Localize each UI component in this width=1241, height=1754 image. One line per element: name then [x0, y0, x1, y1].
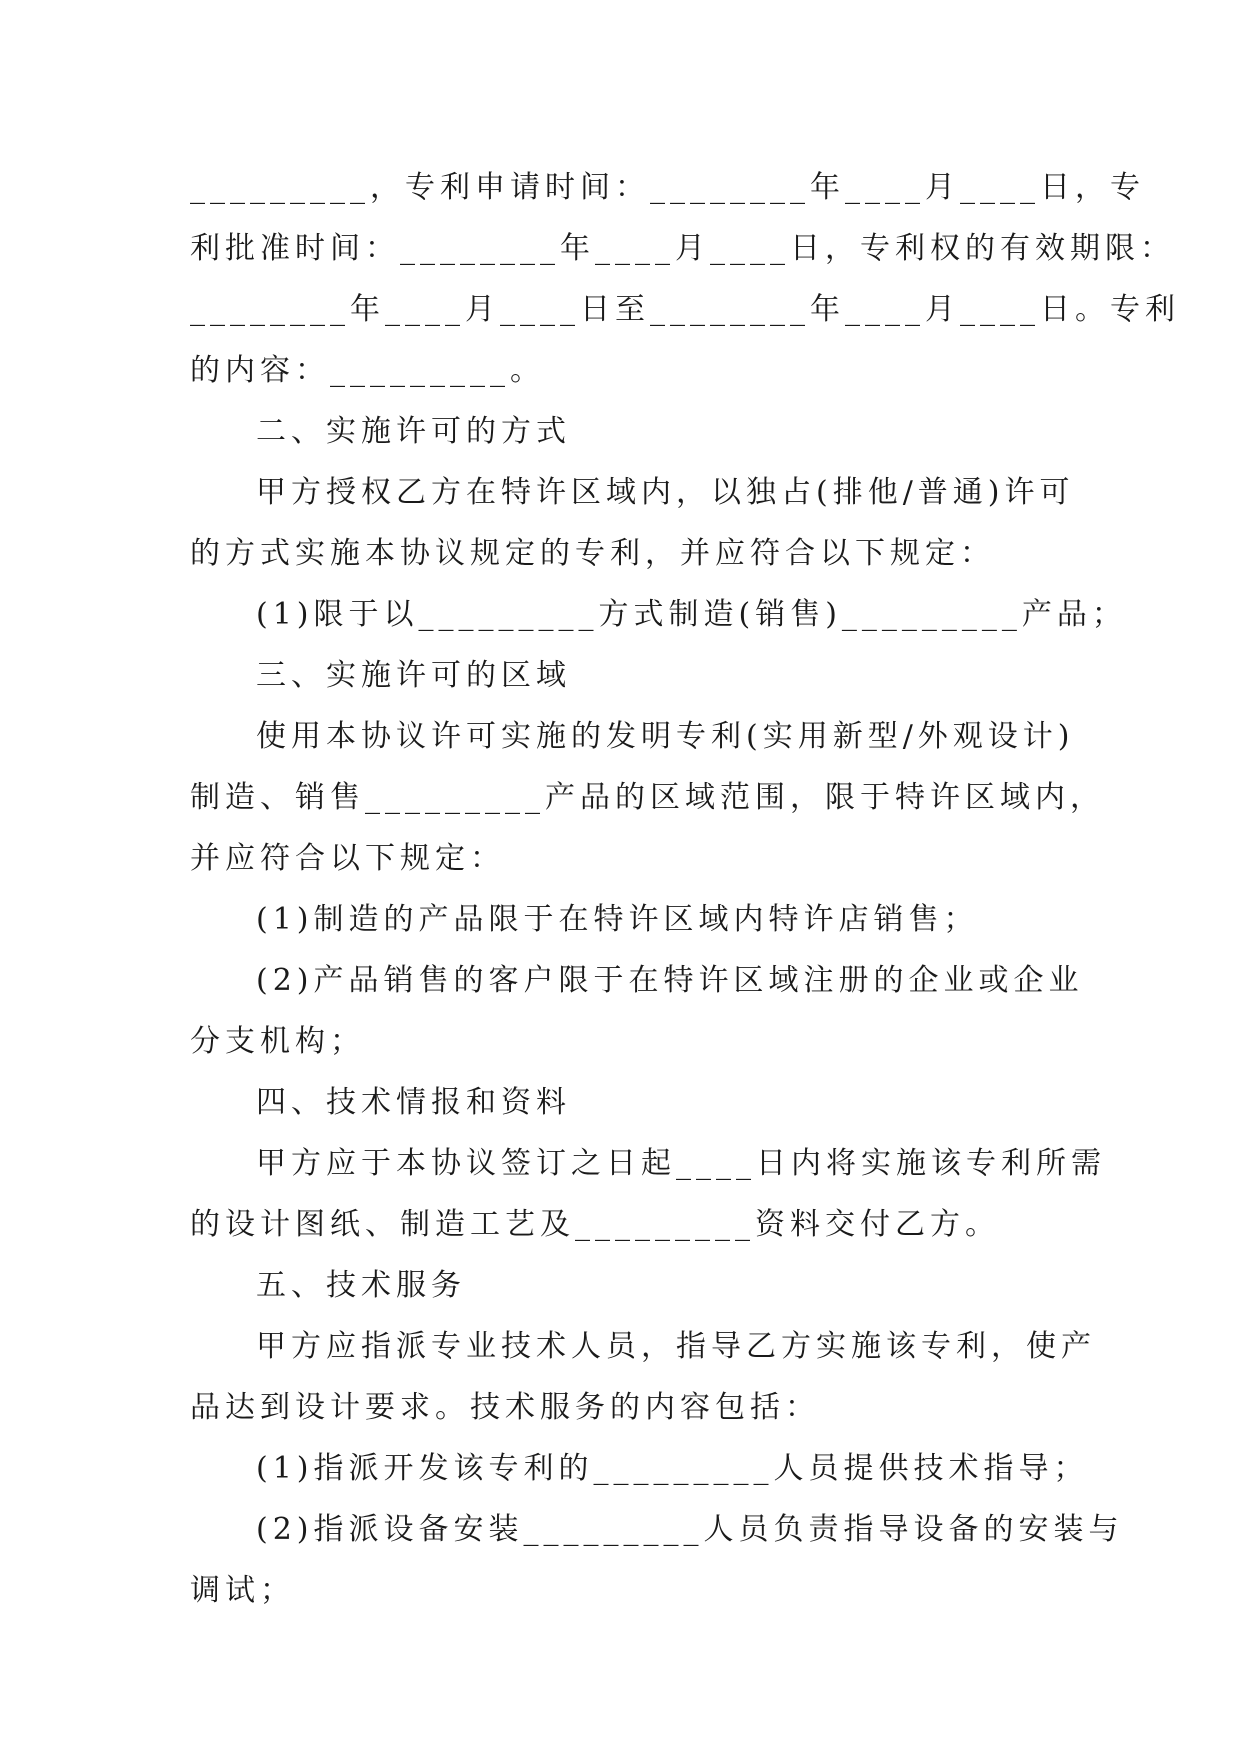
paragraph-line: 甲方授权乙方在特许区域内，以独占(排他/普通)许可 [256, 475, 1075, 510]
section-heading: 五、技术服务 [256, 1268, 466, 1303]
paragraph-line: 甲方应指派专业技术人员，指导乙方实施该专利，使产 [256, 1329, 1096, 1364]
paragraph-line: 调试； [190, 1573, 295, 1608]
paragraph-line: 分支机构； [190, 1024, 365, 1059]
section-heading: 四、技术情报和资料 [256, 1085, 571, 1120]
paragraph-line: 并应符合以下规定： [190, 841, 505, 876]
list-item: (1)制造的产品限于在特许区域内特许店销售； [256, 902, 979, 937]
list-item: (1)限于以_________方式制造(销售)_________产品； [256, 597, 1127, 632]
paragraph-line: 的方式实施本协议规定的专利，并应符合以下规定： [190, 536, 995, 571]
list-item: (1)指派开发该专利的_________人员提供技术指导； [256, 1451, 1089, 1486]
paragraph-line: 甲方应于本协议签订之日起____日内将实施该专利所需 [256, 1146, 1106, 1181]
paragraph-line: 制造、销售_________产品的区域范围，限于特许区域内， [190, 780, 1105, 815]
list-item: (2)产品销售的客户限于在特许区域注册的企业或企业 [256, 963, 1084, 998]
list-item: (2)指派设备安装_________人员负责指导设备的安装与 [256, 1512, 1124, 1547]
section-heading: 二、实施许可的方式 [256, 414, 571, 449]
paragraph-line: _________，专利申请时间：________年____月____日，专 [190, 170, 1145, 205]
paragraph-line: 品达到设计要求。技术服务的内容包括： [190, 1390, 820, 1425]
paragraph-line: 使用本协议许可实施的发明专利(实用新型/外观设计) [256, 719, 1075, 754]
paragraph-line: 的设计图纸、制造工艺及_________资料交付乙方。 [190, 1207, 1000, 1242]
section-heading: 三、实施许可的区域 [256, 658, 571, 693]
paragraph-line: 利批准时间：________年____月____日，专利权的有效期限： [190, 231, 1175, 266]
paragraph-line: 的内容：_________。 [190, 353, 545, 388]
paragraph-line: ________年____月____日至________年____月____日。专利 [190, 292, 1180, 327]
document-body [190, 157, 1180, 1621]
